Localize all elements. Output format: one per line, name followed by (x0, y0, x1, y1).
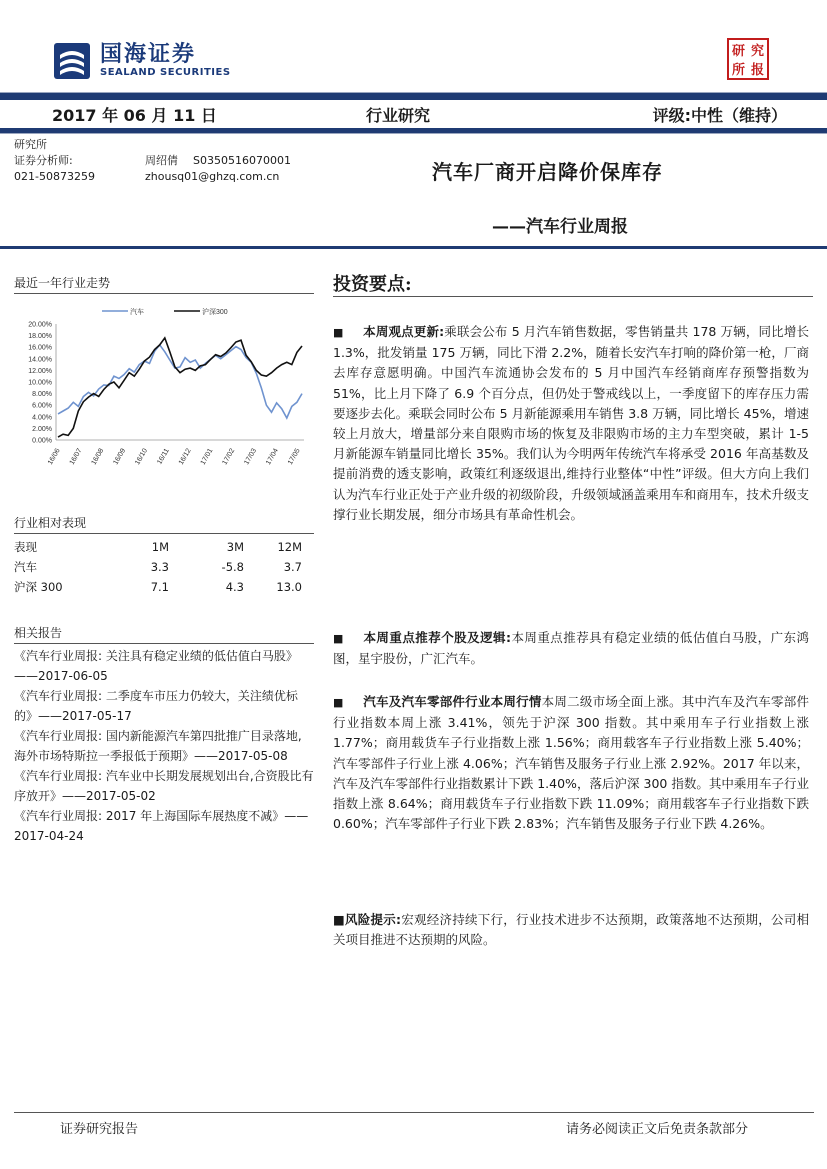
para-market (333, 692, 809, 834)
para-weekly-view (333, 322, 809, 525)
table-row (14, 577, 314, 597)
x-tick-label: 16/12 (177, 447, 193, 467)
para-text: 宏观经济持续下行，行业技术进步不达预期，政策落地不达预期，公司相关项目推进不达预期的风险。 (333, 912, 809, 948)
analyst-info (14, 137, 291, 185)
y-tick-label: 0.00% (32, 437, 52, 445)
related-report-link[interactable]: 《汽车行业周报: 汽车业中长期发展规划出台,合资股比有序放开》——2017-05-02 (14, 769, 314, 803)
para-label: ■风险提示: (333, 912, 402, 927)
x-tick-label: 17/03 (243, 447, 259, 467)
y-tick-label: 20.00% (28, 321, 52, 329)
analyst-id: S0350516070001 (193, 154, 291, 167)
x-tick-label: 17/04 (265, 447, 280, 467)
x-tick-label: 16/07 (68, 447, 84, 467)
table-cell: 3.7 (283, 560, 302, 574)
table-header-cell: 3M (226, 540, 244, 554)
x-tick-label: 16/08 (90, 447, 106, 467)
brand-logo (52, 40, 231, 82)
table-cell: 7.1 (150, 580, 169, 594)
y-tick-label: 2.00% (32, 425, 52, 433)
table-header-cell: 表现 (14, 540, 37, 554)
x-tick-label: 17/02 (221, 447, 237, 467)
related-reports (14, 646, 314, 846)
table-header-row (14, 537, 314, 557)
para-text: 本周重点推荐具有稳定业绩的低估值白马股，广东鸿图，星宇股份，广汇汽车。 (333, 630, 809, 667)
brand-name-cn: 国海证券 (100, 42, 197, 67)
related-report-link[interactable]: 《汽车行业周报: 2017 年上海国际车展热度不减》——2017-04-24 (14, 809, 309, 843)
related-report-link[interactable]: 《汽车行业周报: 二季度车市压力仍较大，关注绩优标的》——2017-05-17 (14, 689, 298, 723)
seal-char: 所 (731, 63, 745, 78)
y-tick-label: 14.00% (28, 356, 52, 364)
header-banner (0, 92, 827, 134)
table-cell: -5.8 (221, 560, 244, 574)
x-tick-label: 17/01 (199, 447, 215, 467)
related-report-link[interactable]: 《汽车行业周报: 关注具有稳定业绩的低估值白马股》——2017-06-05 (14, 649, 298, 683)
footer-divider (14, 1112, 814, 1113)
y-tick-label: 12.00% (28, 367, 52, 375)
x-tick-label: 17/05 (286, 447, 302, 467)
series-line-auto (58, 345, 302, 418)
para-text: 乘联会公布 5 月汽车销售数据，零售销量共 178 万辆，同比增长 1.3%，批发销量 175 万辆，同比下滑 2.2%，随着长安汽车打响的降价第一枪，厂商去库存意愿明确。中国汽车流通协会发布的 5 月中国汽车经销商库存预警指数为 51%，比上月下降了 6.9 个百分点，但仍处于警戒线以上，一季度留下的库存压力需要逐步去化。乘联会同时公布 5 月新能源乘用车销售 3.8 万辆，同比增长 45%，增速较上月放大，增量部分来自限购市场的恢复及非限购市场的主力车型突破，累计 1-5 月新能源车销量同比增长 35%。我们认为今明两年传统汽车将承受 2016 年高基数及提前消费的透支影响，政策红利逐级退出,维持行业整体“中性”评级。但大方向上我们认为汽车行业正处于产业升级的初级阶段，升级领域涵盖乘用车和商用车，技术升级支撑行业长期发展，细分市场具有革命性机会。 (333, 324, 809, 522)
table-cell: 汽车 (14, 560, 37, 574)
seal-char: 研 (731, 44, 745, 59)
y-tick-label: 10.00% (28, 379, 52, 387)
y-tick-label: 8.00% (32, 391, 52, 399)
seal-char: 报 (750, 63, 764, 78)
para-label: 本周观点更新: (363, 324, 445, 339)
para-text: 本周二级市场全面上涨。其中汽车及汽车零部件行业指数本周上涨 3.41%，领先于沪深 300 指数。其中乘用车子行业指数上涨 1.77%；商用载货车子行业指数上涨 1.56%；商用载客车子行业指数上涨 5.40%；汽车零部件子行业上涨 4.06%；汽车销售及服务子行业上涨 2.92%。2017 年以来，汽车及汽车零部件行业指数累计下跌 1.40%，落后沪深 300 指数。其中乘用车子行业指数上涨 8.64%；商用载货车子行业指数下跌 11.09%；商用载客车子行业指数下跌 0.60%；汽车零部件子行业下跌 2.83%；汽车销售及服务子行业下跌 4.26%。 (333, 694, 809, 832)
dept-label: 研究所 (14, 138, 47, 151)
report-type: 行业研究 (366, 105, 431, 125)
performance-table (14, 537, 314, 597)
analyst-name: 周绍倩 (145, 154, 178, 167)
bullet-icon: ■ (333, 632, 344, 645)
x-tick-label: 16/11 (156, 447, 171, 466)
para-label: 汽车及汽车零部件行业本周行情 (363, 694, 542, 709)
bullet-icon: ■ (333, 696, 344, 709)
trend-heading: 最近一年行业走势 (14, 274, 314, 294)
research-seal-icon (727, 38, 769, 80)
y-tick-label: 18.00% (28, 333, 52, 341)
y-tick-label: 4.00% (32, 414, 52, 422)
table-cell: 13.0 (276, 580, 302, 594)
rating: 评级:中性（维持） (652, 105, 787, 125)
trend-chart (14, 302, 314, 467)
series-line-hs300 (58, 338, 302, 437)
analyst-phone: 021-50873259 (14, 170, 95, 183)
related-heading: 相关报告 (14, 624, 314, 644)
para-recommend (333, 628, 809, 669)
table-header-cell: 12M (277, 540, 302, 554)
footer-left: 证券研究报告 (60, 1122, 139, 1137)
bullet-icon: ■ (333, 326, 344, 339)
legend-label: 沪深300 (202, 309, 228, 316)
analyst-email[interactable]: zhousq01@ghzq.com.cn (145, 170, 280, 183)
table-row (14, 557, 314, 577)
invest-heading: 投资要点: (333, 274, 412, 295)
table-cell: 沪深 300 (14, 580, 63, 594)
para-label: 本周重点推荐个股及逻辑: (363, 630, 511, 645)
table-header-cell: 1M (151, 540, 169, 554)
legend-label: 汽车 (130, 309, 144, 316)
page-title: 汽车厂商开启降价保库存 (432, 160, 663, 184)
x-tick-label: 16/06 (46, 447, 62, 467)
footer-right: 请务必阅读正文后免责条款部分 (566, 1122, 749, 1137)
y-tick-label: 16.00% (28, 344, 52, 352)
x-tick-label: 16/10 (134, 447, 150, 467)
seal-char: 究 (750, 44, 764, 59)
invest-divider (333, 296, 813, 297)
header-divider (0, 246, 827, 249)
y-tick-label: 6.00% (32, 402, 52, 410)
related-report-link[interactable]: 《汽车行业周报: 国内新能源汽车第四批推广目录落地, 海外市场特斯拉一季报低于预期》——2017-05-08 (14, 729, 302, 763)
page-subtitle: ——汽车行业周报 (492, 217, 628, 237)
table-cell: 3.3 (150, 560, 169, 574)
analyst-label: 证券分析师: (14, 154, 73, 167)
perf-heading: 行业相对表现 (14, 514, 314, 534)
x-tick-label: 16/09 (112, 447, 128, 467)
brand-name-en: SEALAND SECURITIES (100, 67, 231, 78)
table-cell: 4.3 (225, 580, 244, 594)
trend-chart-svg (14, 302, 314, 467)
para-risk (333, 910, 809, 950)
report-date: 2017 年 06 月 11 日 (52, 105, 217, 125)
logo-mark-icon (52, 41, 92, 81)
